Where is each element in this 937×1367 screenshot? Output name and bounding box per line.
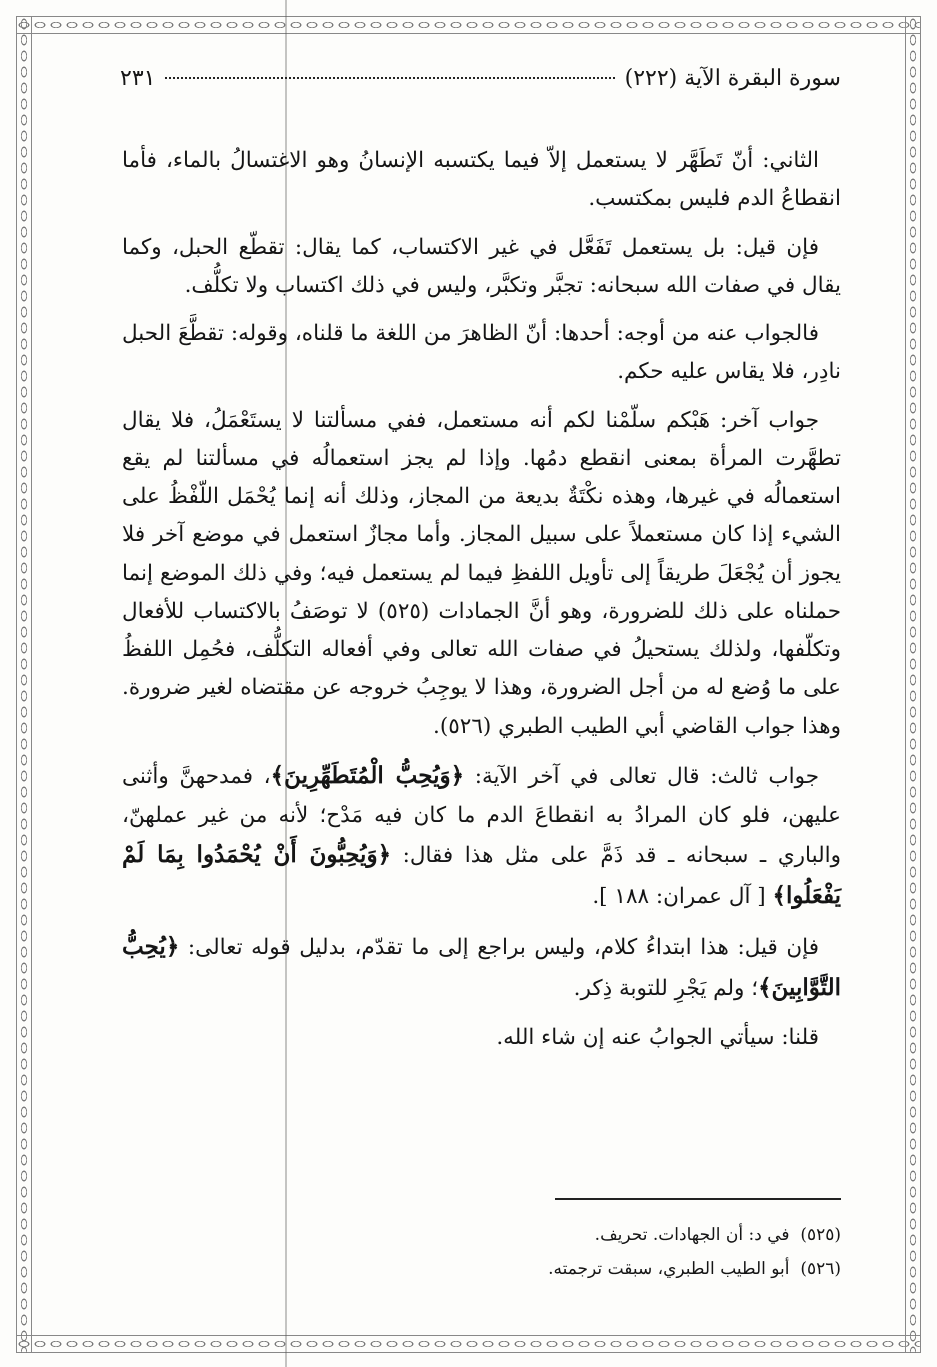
page-border-left (16, 16, 32, 1353)
paragraph: فإن قيل: بل يستعمل تَفَعَّل في غير الاكتساب، كما يقال: تقطّع الحبل، وكما يقال في صفات الله سبحانه: تجبَّر وتكبَّر، وليس في ذلك اكتساب ولا تكلُّف. (122, 234, 841, 298)
paragraph: قلنا: سيأتي الجوابُ عنه إن شاء الله. (496, 1024, 819, 1050)
footnote-number: (٥٢٥) (800, 1225, 841, 1245)
paragraph (122, 756, 841, 917)
page-border-top (16, 16, 921, 34)
footnote-number: (٥٢٦) (800, 1259, 841, 1279)
page-border-right (905, 16, 921, 1353)
main-text (122, 142, 841, 1067)
footnote (122, 1218, 841, 1252)
footnote-text: أبو الطيب الطبري، سبقت ترجمته. (548, 1259, 790, 1279)
quran-verse: ﴿يُحِبُّ التَّوَّابِينَ﴾ (122, 933, 841, 1001)
footnote-text: في د: أن الجهادات. تحريف. (594, 1225, 790, 1245)
footnote (122, 1252, 841, 1286)
page-border-bottom (16, 1335, 921, 1353)
header-dot-leader (165, 77, 614, 79)
paragraph: جواب آخر: هَبْكم سلّمْنا لكم أنه مستعمل، ففي مسألتنا لا يستَعْمَلُ، فلا يقال تطهَّرت المرأة بمعنى انقطع دمُها. وإذا لم يجز استعمالُه في مسألتنا لم يقع استعمالُه في غيرها، وهذه نكْتَةٌ بديعة من المجاز، وذلك أنه إنما يُحْمَل اللّفْظُ على الشيء إذا كان مستعملاً على سبيل المجاز. وأما مجازٌ استعمل في موضع آخر فلا يجوز أن يُجْعَلَ طريقاً إلى تأويل اللفظِ فيما لم يستعمل فيه؛ وفي ذلك الموضع إنما حملناه على ذلك للضرورة، وهو أنَّ الجمادات (٥٢٥) لا توصَفُ بالاكتساب للأفعال وتكلّفها، ولذلك يستحيلُ في صفات الله تعالى وفي أفعاله التكلُّف، فحُمِل اللفظُ على ما وُضع له من أجل الضرورة، وهذا لا يوجِبُ خروجه عن مقتضاه لغير ضرورة. وهذا جواب القاضي أبي الطيب الطبري (٥٢٦). (122, 407, 842, 739)
footnotes (122, 1218, 841, 1286)
text-run: فإن قيل: هذا ابتداءُ كلام، وليس براجع إلى ما تقدّم، بدليل قوله تعالى: (179, 935, 819, 961)
text-run: [ آل عمران: ١٨٨ ]. (592, 884, 773, 910)
text-run: ، فمدحهنَّ وأثنى عليهن، فلو كان المرادُ به انقطاعَ الدم ما كان فيه مَدْح؛ لأنه من غير عملهنّ، والباري ـ سبحانه ـ قد ذَمَّ على مثل هذا فقال: (122, 763, 841, 869)
paragraph: فالجواب عنه من أوجه: أحدها: أنّ الظاهرَ من اللغة ما قلناه، وقوله: تقطَّعَ الحبل نادِر، فلا يقاس عليه حكم. (122, 321, 841, 385)
paragraph (122, 927, 841, 1009)
paragraph: الثاني: أنّ تَطَهَّر لا يستعمل إلاّ فيما يكتسبه الإنسانُ وهو الاغتسالُ بالماء، فأما انقطاعُ الدم فليس بمكتسب. (122, 148, 841, 212)
text-run: ؛ ولم يَجْرِ للتوبة ذِكر. (573, 976, 759, 1001)
page-number: ٢٣١ (120, 66, 156, 91)
footnote-separator (555, 1198, 841, 1200)
running-title: سورة البقرة الآية (٢٢٢) (624, 66, 841, 91)
text-run: جواب ثالث: قال تعالى في آخر الآية: (464, 763, 819, 789)
quran-verse: ﴿وَيُحِبُّ الْمُتَطَهِّرِينَ﴾ (270, 761, 465, 789)
page-header (120, 66, 841, 91)
quran-verse: ﴿وَيُحِبُّونَ أَنْ يُحْمَدُوا بِمَا لَمْ يَفْعَلُوا﴾ (122, 841, 841, 910)
